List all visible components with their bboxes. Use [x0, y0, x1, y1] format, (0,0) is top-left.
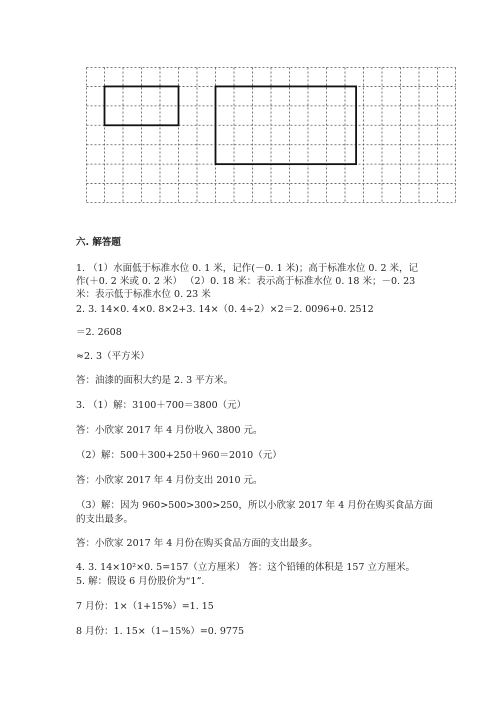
answer-line-13: 的支出最多。 — [76, 514, 134, 525]
answer-line-10: （2）解：500＋300+250＋960＝2010（元） — [76, 450, 282, 461]
answer-line-16: 5. 解：假设 6 月份股价为“1”. — [76, 576, 205, 587]
dotted-grid-figure — [86, 67, 456, 203]
answer-line-5: ＝2. 2608 — [76, 327, 122, 338]
answer-line-17: 7 月份：1×（1+15%）=1. 15 — [76, 601, 214, 612]
answer-line-1: 1. （1）水面低于标准水位 0. 1 米，记作(－0. 1 米)；高于标准水位 0. 2 米，记 — [76, 263, 419, 274]
answer-line-7: 答：油漆的面积大约是 2. 3 平方米。 — [76, 375, 234, 386]
answer-line-3: 米：表示低于标准水位 0. 23 米 — [76, 289, 211, 300]
answer-line-6: ≈2. 3（平方米） — [76, 351, 150, 362]
answer-line-4: 2. 3. 14×0. 4×0. 8×2+3. 14×（0. 4÷2）×2＝2. 0096+0. 2512 — [76, 304, 374, 315]
answer-line-12: （3）解：因为 960>500>300>250，所以小欣家 2017 年 4 月份在购买食品方面 — [76, 500, 433, 511]
answer-line-2: 作(＋0. 2 米或 0. 2 米） （2）0. 18 米：表示高于标准水位 0. 18 米；－0. 23 — [76, 276, 416, 287]
answer-line-11: 答：小欣家 2017 年 4 月份支出 2010 元。 — [76, 475, 263, 486]
answer-line-9: 答：小欣家 2017 年 4 月份收入 3800 元。 — [76, 425, 263, 436]
answer-line-18: 8 月份：1. 15×（1−15%）=0. 9775 — [76, 626, 245, 637]
answer-line-8: 3. （1）解：3100＋700＝3800（元） — [76, 400, 247, 411]
grid-svg — [86, 67, 456, 203]
section-title: 六. 解答题 — [76, 237, 121, 248]
answer-line-15: 4. 3. 14×10²×0. 5=157（立方厘米） 答：这个铅锤的体积是 157 立方厘米。 — [76, 562, 415, 573]
answer-line-14: 答：小欣家 2017 年 4 月份在购买食品方面的支出最多。 — [76, 538, 318, 549]
